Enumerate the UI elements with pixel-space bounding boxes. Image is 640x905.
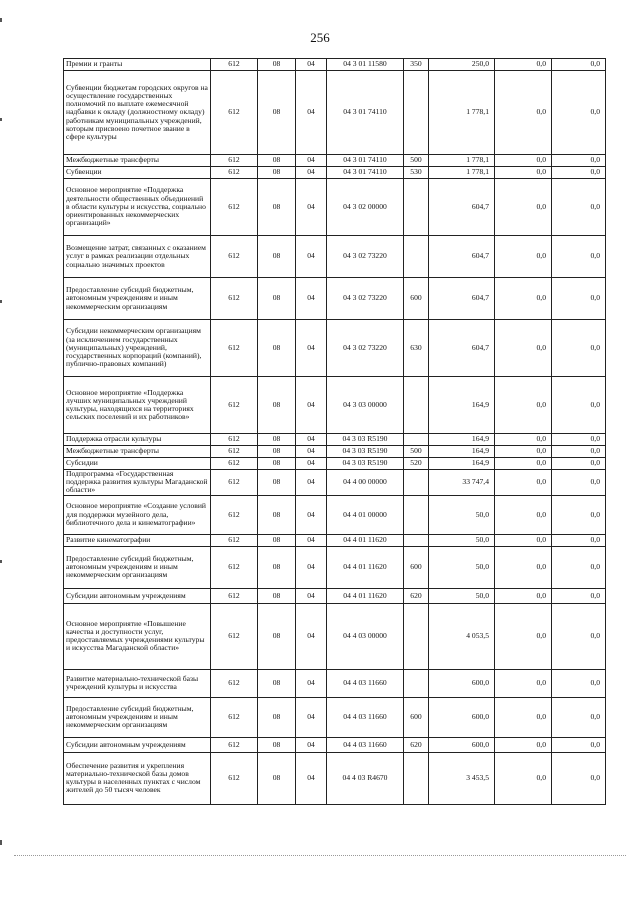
amount-year-2-cell: 0,0 (495, 434, 552, 446)
expense-type-cell (404, 236, 429, 278)
target-article-cell: 04 4 01 11620 (327, 546, 404, 588)
amount-year-2-cell: 0,0 (495, 737, 552, 752)
target-article-cell: 04 4 03 11660 (327, 669, 404, 697)
section-code-cell: 08 (258, 470, 296, 496)
expense-type-cell (404, 495, 429, 534)
table-row (64, 495, 606, 534)
target-article-cell: 04 3 03 R5190 (327, 446, 404, 458)
amount-year-1-cell: 600,0 (429, 697, 495, 737)
target-article-cell: 04 3 02 73220 (327, 236, 404, 278)
amount-year-3-cell: 0,0 (552, 446, 606, 458)
amount-year-1-cell: 3 453,5 (429, 752, 495, 804)
section-code-cell: 08 (258, 697, 296, 737)
scan-bottom-artifact (14, 855, 626, 856)
amount-year-3-cell: 0,0 (552, 59, 606, 71)
amount-year-1-cell: 164,9 (429, 434, 495, 446)
subsection-code-cell: 04 (296, 446, 327, 458)
table-row (64, 470, 606, 496)
section-code-cell: 08 (258, 71, 296, 155)
ministry-code-cell: 612 (211, 697, 258, 737)
amount-year-1-cell: 164,9 (429, 446, 495, 458)
ministry-code-cell: 612 (211, 752, 258, 804)
amount-year-3-cell: 0,0 (552, 603, 606, 669)
row-name-cell: Предоставление субсидий бюджетным, автономным учреждениям и иным некоммерческим организациям (64, 278, 211, 320)
target-article-cell: 04 4 00 00000 (327, 470, 404, 496)
section-code-cell: 08 (258, 752, 296, 804)
row-name-cell: Субвенции бюджетам городских округов на осуществление государственных полномочий по выплате ежемесячной надбавки к окладу (должностному окладу) работникам муниципальных учреждений, которым присвоено почетное звание в сфере культуры (64, 71, 211, 155)
expense-type-cell: 620 (404, 737, 429, 752)
ministry-code-cell: 612 (211, 458, 258, 470)
amount-year-3-cell: 0,0 (552, 697, 606, 737)
row-name-cell: Субсидии автономным учреждениям (64, 588, 211, 603)
table-row (64, 697, 606, 737)
expense-type-cell (404, 470, 429, 496)
row-name-cell: Развитие материально-технической базы учреждений культуры и искусства (64, 669, 211, 697)
amount-year-1-cell: 600,0 (429, 737, 495, 752)
ministry-code-cell: 612 (211, 546, 258, 588)
table-row (64, 167, 606, 179)
row-name-cell: Основное мероприятие «Поддержка деятельности общественных объединений в области культуры и искусства, социально ориентированных некоммерческих организаций» (64, 179, 211, 236)
budget-table (63, 58, 606, 805)
target-article-cell: 04 4 03 00000 (327, 603, 404, 669)
amount-year-1-cell: 33 747,4 (429, 470, 495, 496)
section-code-cell: 08 (258, 434, 296, 446)
expense-type-cell: 600 (404, 697, 429, 737)
amount-year-3-cell: 0,0 (552, 179, 606, 236)
amount-year-3-cell: 0,0 (552, 434, 606, 446)
expense-type-cell: 350 (404, 59, 429, 71)
table-row (64, 155, 606, 167)
amount-year-2-cell: 0,0 (495, 752, 552, 804)
subsection-code-cell: 04 (296, 737, 327, 752)
row-name-cell: Премии и гранты (64, 59, 211, 71)
table-row (64, 59, 606, 71)
amount-year-2-cell: 0,0 (495, 236, 552, 278)
amount-year-3-cell: 0,0 (552, 167, 606, 179)
amount-year-2-cell: 0,0 (495, 588, 552, 603)
expense-type-cell: 600 (404, 546, 429, 588)
target-article-cell: 04 3 02 73220 (327, 320, 404, 377)
row-name-cell: Обеспечение развития и укрепления материально-технической базы домов культуры в населенных пунктах с числом жителей до 50 тысяч человек (64, 752, 211, 804)
ministry-code-cell: 612 (211, 179, 258, 236)
table-row (64, 179, 606, 236)
amount-year-3-cell: 0,0 (552, 71, 606, 155)
subsection-code-cell: 04 (296, 434, 327, 446)
ministry-code-cell: 612 (211, 669, 258, 697)
subsection-code-cell: 04 (296, 278, 327, 320)
amount-year-2-cell: 0,0 (495, 603, 552, 669)
amount-year-3-cell: 0,0 (552, 588, 606, 603)
amount-year-1-cell: 604,7 (429, 320, 495, 377)
row-name-cell: Субсидии некоммерческим организациям (за исключением государственных (муниципальных) учреждений, государственных корпораций (компаний), публично-правовых компаний) (64, 320, 211, 377)
amount-year-1-cell: 164,9 (429, 458, 495, 470)
amount-year-3-cell: 0,0 (552, 236, 606, 278)
expense-type-cell: 600 (404, 278, 429, 320)
subsection-code-cell: 04 (296, 752, 327, 804)
target-article-cell: 04 4 01 11620 (327, 588, 404, 603)
amount-year-1-cell: 250,0 (429, 59, 495, 71)
ministry-code-cell: 612 (211, 320, 258, 377)
expense-type-cell: 520 (404, 458, 429, 470)
ministry-code-cell: 612 (211, 737, 258, 752)
amount-year-3-cell: 0,0 (552, 458, 606, 470)
amount-year-1-cell: 1 778,1 (429, 71, 495, 155)
amount-year-3-cell: 0,0 (552, 534, 606, 546)
section-code-cell: 08 (258, 458, 296, 470)
amount-year-2-cell: 0,0 (495, 446, 552, 458)
expense-type-cell: 630 (404, 320, 429, 377)
target-article-cell: 04 4 03 R4670 (327, 752, 404, 804)
amount-year-2-cell: 0,0 (495, 71, 552, 155)
amount-year-3-cell: 0,0 (552, 669, 606, 697)
amount-year-2-cell: 0,0 (495, 458, 552, 470)
ministry-code-cell: 612 (211, 278, 258, 320)
target-article-cell: 04 3 02 73220 (327, 278, 404, 320)
subsection-code-cell: 04 (296, 458, 327, 470)
table-row (64, 603, 606, 669)
ministry-code-cell: 612 (211, 495, 258, 534)
page-number: 256 (310, 30, 330, 45)
subsection-code-cell: 04 (296, 470, 327, 496)
amount-year-1-cell: 50,0 (429, 546, 495, 588)
amount-year-2-cell: 0,0 (495, 155, 552, 167)
ministry-code-cell: 612 (211, 446, 258, 458)
table-row (64, 434, 606, 446)
target-article-cell: 04 3 02 00000 (327, 179, 404, 236)
ministry-code-cell: 612 (211, 236, 258, 278)
amount-year-2-cell: 0,0 (495, 697, 552, 737)
row-name-cell: Предоставление субсидий бюджетным, автономным учреждениям и иным некоммерческим организациям (64, 697, 211, 737)
subsection-code-cell: 04 (296, 59, 327, 71)
target-article-cell: 04 3 03 R5190 (327, 458, 404, 470)
section-code-cell: 08 (258, 546, 296, 588)
target-article-cell: 04 3 01 74110 (327, 167, 404, 179)
amount-year-1-cell: 604,7 (429, 236, 495, 278)
expense-type-cell: 500 (404, 155, 429, 167)
expense-type-cell (404, 534, 429, 546)
amount-year-1-cell: 50,0 (429, 495, 495, 534)
amount-year-2-cell: 0,0 (495, 546, 552, 588)
amount-year-1-cell: 604,7 (429, 278, 495, 320)
amount-year-2-cell: 0,0 (495, 470, 552, 496)
target-article-cell: 04 3 03 R5190 (327, 434, 404, 446)
row-name-cell: Основное мероприятие «Создание условий для поддержки музейного дела, библиотечного дела и кинематографии» (64, 495, 211, 534)
table-row (64, 446, 606, 458)
section-code-cell: 08 (258, 603, 296, 669)
table-row (64, 71, 606, 155)
section-code-cell: 08 (258, 377, 296, 434)
subsection-code-cell: 04 (296, 377, 327, 434)
subsection-code-cell: 04 (296, 588, 327, 603)
section-code-cell: 08 (258, 446, 296, 458)
row-name-cell: Возмещение затрат, связанных с оказанием услуг в рамках реализации отдельных социально значимых проектов (64, 236, 211, 278)
expense-type-cell (404, 377, 429, 434)
expense-type-cell (404, 179, 429, 236)
amount-year-1-cell: 164,9 (429, 377, 495, 434)
target-article-cell: 04 4 01 00000 (327, 495, 404, 534)
section-code-cell: 08 (258, 534, 296, 546)
table-row (64, 669, 606, 697)
row-name-cell: Основное мероприятие «Повышение качества и доступности услуг, предоставляемых учреждениями культуры и искусства Магаданской области» (64, 603, 211, 669)
ministry-code-cell: 612 (211, 167, 258, 179)
section-code-cell: 08 (258, 155, 296, 167)
amount-year-2-cell: 0,0 (495, 278, 552, 320)
row-name-cell: Межбюджетные трансферты (64, 446, 211, 458)
subsection-code-cell: 04 (296, 179, 327, 236)
ministry-code-cell: 612 (211, 603, 258, 669)
table-row (64, 588, 606, 603)
row-name-cell: Межбюджетные трансферты (64, 155, 211, 167)
table-row (64, 320, 606, 377)
amount-year-2-cell: 0,0 (495, 167, 552, 179)
amount-year-2-cell: 0,0 (495, 179, 552, 236)
subsection-code-cell: 04 (296, 495, 327, 534)
section-code-cell: 08 (258, 495, 296, 534)
target-article-cell: 04 3 01 74110 (327, 155, 404, 167)
target-article-cell: 04 3 03 00000 (327, 377, 404, 434)
expense-type-cell (404, 669, 429, 697)
target-article-cell: 04 4 01 11620 (327, 534, 404, 546)
amount-year-1-cell: 4 053,5 (429, 603, 495, 669)
row-name-cell: Предоставление субсидий бюджетным, автономным учреждениям и иным некоммерческим организациям (64, 546, 211, 588)
amount-year-2-cell: 0,0 (495, 669, 552, 697)
expense-type-cell (404, 603, 429, 669)
subsection-code-cell: 04 (296, 320, 327, 377)
table-row (64, 278, 606, 320)
amount-year-2-cell: 0,0 (495, 377, 552, 434)
target-article-cell: 04 4 03 11660 (327, 737, 404, 752)
section-code-cell: 08 (258, 236, 296, 278)
expense-type-cell (404, 71, 429, 155)
table-row (64, 546, 606, 588)
table-row (64, 236, 606, 278)
table-row (64, 752, 606, 804)
amount-year-1-cell: 50,0 (429, 534, 495, 546)
section-code-cell: 08 (258, 59, 296, 71)
section-code-cell: 08 (258, 278, 296, 320)
amount-year-2-cell: 0,0 (495, 495, 552, 534)
target-article-cell: 04 3 01 11580 (327, 59, 404, 71)
ministry-code-cell: 612 (211, 155, 258, 167)
amount-year-3-cell: 0,0 (552, 470, 606, 496)
ministry-code-cell: 612 (211, 470, 258, 496)
row-name-cell: Субсидии (64, 458, 211, 470)
subsection-code-cell: 04 (296, 71, 327, 155)
table-row (64, 377, 606, 434)
ministry-code-cell: 612 (211, 59, 258, 71)
amount-year-1-cell: 50,0 (429, 588, 495, 603)
subsection-code-cell: 04 (296, 546, 327, 588)
table-row (64, 737, 606, 752)
section-code-cell: 08 (258, 167, 296, 179)
target-article-cell: 04 4 03 11660 (327, 697, 404, 737)
amount-year-1-cell: 604,7 (429, 179, 495, 236)
amount-year-3-cell: 0,0 (552, 155, 606, 167)
subsection-code-cell: 04 (296, 603, 327, 669)
row-name-cell: Поддержка отрасли культуры (64, 434, 211, 446)
row-name-cell: Развитие кинематографии (64, 534, 211, 546)
amount-year-2-cell: 0,0 (495, 320, 552, 377)
amount-year-1-cell: 1 778,1 (429, 155, 495, 167)
row-name-cell: Основное мероприятие «Поддержка лучших муниципальных учреждений культуры, находящихся на территориях сельских поселений и их работников» (64, 377, 211, 434)
ministry-code-cell: 612 (211, 434, 258, 446)
amount-year-2-cell: 0,0 (495, 59, 552, 71)
amount-year-1-cell: 1 778,1 (429, 167, 495, 179)
expense-type-cell: 500 (404, 446, 429, 458)
section-code-cell: 08 (258, 179, 296, 236)
amount-year-1-cell: 600,0 (429, 669, 495, 697)
section-code-cell: 08 (258, 737, 296, 752)
section-code-cell: 08 (258, 669, 296, 697)
expense-type-cell: 620 (404, 588, 429, 603)
budget-table-body (64, 59, 606, 805)
subsection-code-cell: 04 (296, 534, 327, 546)
ministry-code-cell: 612 (211, 534, 258, 546)
subsection-code-cell: 04 (296, 697, 327, 737)
amount-year-3-cell: 0,0 (552, 278, 606, 320)
table-row (64, 458, 606, 470)
amount-year-3-cell: 0,0 (552, 320, 606, 377)
amount-year-3-cell: 0,0 (552, 752, 606, 804)
amount-year-3-cell: 0,0 (552, 377, 606, 434)
ministry-code-cell: 612 (211, 71, 258, 155)
expense-type-cell: 530 (404, 167, 429, 179)
ministry-code-cell: 612 (211, 588, 258, 603)
ministry-code-cell: 612 (211, 377, 258, 434)
row-name-cell: Субсидии автономным учреждениям (64, 737, 211, 752)
target-article-cell: 04 3 01 74110 (327, 71, 404, 155)
subsection-code-cell: 04 (296, 669, 327, 697)
row-name-cell: Субвенции (64, 167, 211, 179)
expense-type-cell (404, 434, 429, 446)
subsection-code-cell: 04 (296, 236, 327, 278)
amount-year-3-cell: 0,0 (552, 737, 606, 752)
row-name-cell: Подпрограмма «Государственная поддержка развития культуры Магаданской области» (64, 470, 211, 496)
scan-edge-marks (0, 0, 4, 905)
table-row (64, 534, 606, 546)
expense-type-cell (404, 752, 429, 804)
amount-year-3-cell: 0,0 (552, 546, 606, 588)
amount-year-3-cell: 0,0 (552, 495, 606, 534)
section-code-cell: 08 (258, 588, 296, 603)
section-code-cell: 08 (258, 320, 296, 377)
subsection-code-cell: 04 (296, 167, 327, 179)
subsection-code-cell: 04 (296, 155, 327, 167)
amount-year-2-cell: 0,0 (495, 534, 552, 546)
